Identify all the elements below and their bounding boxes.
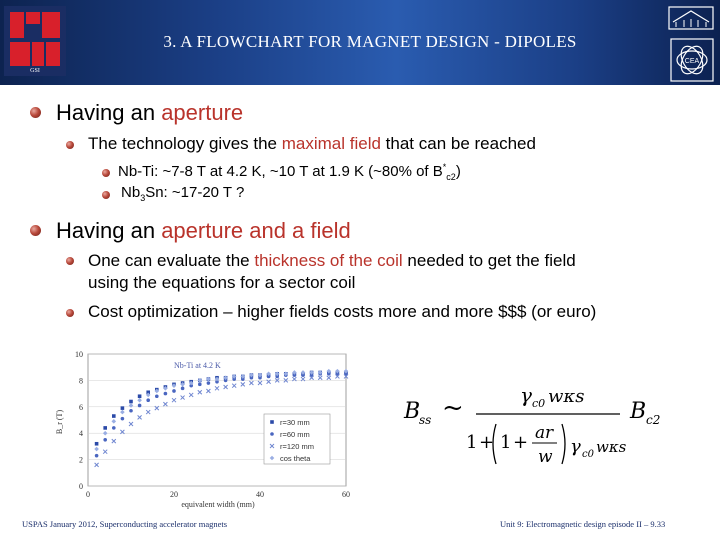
eq-wks: wκs [548, 386, 585, 407]
y-tick-label: 8 [79, 376, 83, 386]
bullet-aperture [56, 100, 243, 126]
eq-b-sub: c2 [646, 413, 661, 427]
bullet-text: Nb-Ti: ~7-8 T at 4.2 K, ~10 T at 1.9 K (~80% of B [118, 163, 443, 180]
y-tick-label: 2 [79, 455, 83, 465]
eq-r: r [545, 423, 554, 443]
data-point [138, 394, 142, 398]
bullet-text: Nb [121, 184, 141, 201]
subscript: 3 [140, 193, 146, 203]
bullet-text: needed to get the field [402, 251, 576, 270]
data-point [95, 442, 99, 446]
bullet-nbti [118, 162, 461, 182]
data-point [146, 398, 150, 402]
legend-label: cos theta [280, 454, 311, 463]
x-tick-label: 20 [170, 490, 178, 499]
footer-left: USPAS January 2012, Superconducting accelerator magnets [22, 519, 228, 529]
eq-approx: ~ [442, 393, 464, 423]
bullet-icon [66, 257, 74, 265]
eq-gamma: γ [520, 383, 532, 407]
eq-plus-inner: + [513, 432, 529, 453]
footer-right: Unit 9: Electromagnetic design episode II – 9.33 [500, 519, 666, 529]
data-point [129, 400, 133, 404]
bullet-text: that can be reached [380, 134, 536, 153]
slide-title: 3. A FLOWCHART FOR MAGNET DESIGN - DIPOLES [163, 32, 577, 51]
bullet-highlight: maximal field [281, 134, 381, 153]
bullet-text: using the equations for a sector coil [88, 273, 356, 292]
bullet-icon [102, 191, 110, 199]
gsi-logo-caption: GSI [30, 68, 40, 74]
eq-a: a [535, 423, 546, 443]
bullet-text: Sn: ~17-20 T ? [145, 184, 245, 201]
bullet-text: Cost optimization – higher fields costs more and more $$$ (or euro) [88, 302, 597, 321]
bullet-text: Having an [56, 218, 162, 243]
legend-label: r=60 mm [280, 430, 310, 439]
data-point [164, 392, 168, 396]
eq-gamma2: γ [570, 436, 581, 457]
y-tick-label: 0 [79, 482, 83, 491]
bullet-text: Having an [56, 100, 162, 125]
eq-wks2: wκs [596, 438, 627, 456]
bullet-text: ) [455, 163, 461, 180]
data-point [112, 426, 116, 430]
data-point [181, 387, 185, 391]
y-tick-label: 10 [75, 350, 83, 359]
eq-w: w [538, 447, 553, 467]
bullet-thickness [88, 250, 576, 294]
eq-paren-right [562, 424, 565, 464]
bullet-text: One can evaluate the [88, 251, 255, 270]
eq-b: B [630, 399, 647, 424]
eq-one: 1 [466, 432, 478, 453]
bullet-icon [102, 169, 110, 177]
bullet-cost [88, 302, 596, 322]
y-tick-label: 6 [79, 402, 83, 412]
eq-paren-left [493, 424, 496, 464]
bullet-aperture-field [56, 218, 351, 244]
data-point [103, 438, 107, 442]
data-point [155, 394, 159, 398]
bullet-icon [66, 141, 74, 149]
bullet-icon [30, 107, 41, 118]
legend-marker [270, 432, 274, 436]
cea-logo-text: CEA [684, 58, 700, 65]
bullet-icon [30, 225, 41, 236]
legend-label: r=30 mm [280, 418, 310, 427]
bullet-nb3sn [121, 184, 244, 203]
data-point [103, 426, 107, 430]
eq-one-inner: 1 [500, 432, 512, 453]
field-equation [402, 380, 702, 480]
data-point [112, 414, 116, 418]
bullet-technology [88, 134, 536, 154]
chart-xlabel: equivalent width (mm) [181, 500, 255, 509]
y-tick-label: 4 [79, 429, 83, 439]
data-point [138, 404, 142, 408]
chart-annotation: Nb-Ti at 4.2 K [174, 361, 221, 370]
x-tick-label: 40 [256, 490, 264, 499]
bullet-text: The technology gives the [88, 134, 282, 153]
data-point [95, 454, 99, 458]
x-tick-label: 0 [86, 490, 90, 499]
bullet-icon [66, 309, 74, 317]
data-point [172, 389, 176, 393]
eq-gamma2-sub: c0 [582, 449, 594, 460]
legend-marker [270, 420, 274, 424]
data-point [129, 409, 133, 413]
data-point [121, 406, 125, 410]
subscript: c2 [446, 172, 456, 182]
eq-gamma-sub: c0 [532, 397, 546, 410]
superscript: * [442, 162, 447, 172]
field-vs-width-chart [48, 342, 366, 512]
data-point [121, 417, 125, 421]
x-tick-label: 60 [342, 490, 350, 499]
data-point [207, 381, 211, 385]
eq-lhs-sub: ss [419, 413, 432, 427]
bullet-highlight: thickness of the coil [254, 251, 403, 270]
chart-ylabel: B_r (T) [55, 409, 64, 435]
bullet-highlight: aperture and a field [161, 218, 351, 243]
data-point [198, 383, 202, 387]
legend-label: r=120 mm [280, 442, 314, 451]
bullet-highlight: aperture [161, 100, 244, 125]
eq-plus: + [479, 432, 495, 453]
eq-lhs: B [404, 399, 421, 424]
